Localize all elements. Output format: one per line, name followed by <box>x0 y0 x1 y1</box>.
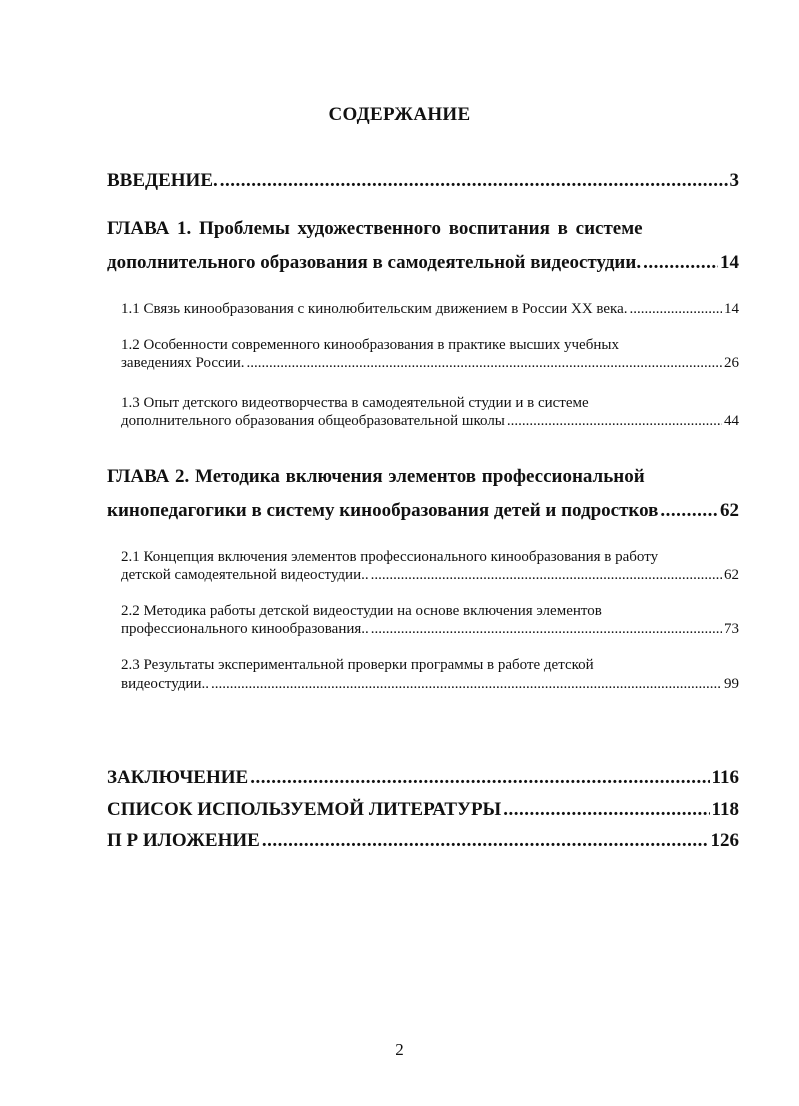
page-number: 2 <box>395 1040 404 1059</box>
entry-label: профессионального кинообразования.. <box>121 621 369 637</box>
entry-label: видеостудии.. <box>121 676 210 692</box>
dot-leader <box>220 170 728 192</box>
entry-page: 126 <box>710 830 739 851</box>
dot-leader <box>371 621 722 638</box>
toc-entry-introduction[interactable] <box>107 170 739 192</box>
entry-label: дополнительного образования общеобразовательной школы <box>121 413 505 429</box>
dot-leader <box>503 799 709 821</box>
entry-label: П Р ИЛОЖЕНИЕ <box>107 830 260 851</box>
dot-leader <box>643 252 718 274</box>
entry-page: 116 <box>711 767 739 788</box>
toc-entry-section-2-1[interactable] <box>121 567 739 584</box>
toc-entry-bibliography[interactable] <box>107 799 739 821</box>
entry-page: 73 <box>724 621 739 637</box>
dot-leader <box>247 355 723 372</box>
dot-leader <box>630 301 722 318</box>
section-2-3-line-1[interactable]: 2.3 Результаты экспериментальной проверки программы в работе детской <box>121 657 594 673</box>
entry-page: 3 <box>729 170 739 191</box>
section-1-3-line-1[interactable]: 1.3 Опыт детского видеотворчества в самодеятельной студии и в системе <box>121 395 589 411</box>
toc-entry-conclusion[interactable] <box>107 767 739 789</box>
entry-page: 44 <box>724 413 739 429</box>
entry-page: 99 <box>724 676 739 692</box>
entry-page: 26 <box>724 355 739 371</box>
dot-leader <box>660 500 718 522</box>
dot-leader <box>211 676 722 693</box>
toc-entry-section-2-2[interactable] <box>121 621 739 638</box>
page-title: СОДЕРЖАНИЕ <box>328 104 471 125</box>
entry-label: ЗАКЛЮЧЕНИЕ <box>107 767 249 788</box>
entry-label: ВВЕДЕНИЕ. <box>107 170 218 191</box>
dot-leader <box>262 830 709 852</box>
toc-entry-chapter-2[interactable] <box>107 500 739 522</box>
toc-entry-section-1-3[interactable] <box>121 413 739 430</box>
dot-leader <box>250 767 709 789</box>
entry-page: 14 <box>724 301 739 317</box>
section-2-2-line-1[interactable]: 2.2 Методика работы детской видеостудии на основе включения элементов <box>121 603 602 619</box>
chapter-2-heading[interactable]: ГЛАВА 2. Методика включения элементов профессиональной <box>107 466 645 487</box>
entry-label: 1.1 Связь кинообразования с кинолюбительским движением в России XX века. <box>121 301 628 317</box>
entry-label: заведениях России. <box>121 355 245 371</box>
entry-page: 14 <box>720 252 739 273</box>
dot-leader <box>507 413 722 430</box>
entry-page: 118 <box>711 799 739 820</box>
entry-label: кинопедагогики в систему кинообразования детей и подростков <box>107 500 659 521</box>
section-1-2-line-1[interactable]: 1.2 Особенности современного кинообразования в практике высших учебных <box>121 337 619 353</box>
toc-entry-section-1-1[interactable] <box>121 301 739 318</box>
entry-label: детской самодеятельной видеостудии.. <box>121 567 369 583</box>
entry-label: дополнительного образования в самодеятельной видеостудии. <box>107 252 642 273</box>
dot-leader <box>371 567 722 584</box>
entry-page: 62 <box>720 500 739 521</box>
toc-entry-chapter-1[interactable] <box>107 252 739 274</box>
toc-entry-section-2-3[interactable] <box>121 676 739 693</box>
section-2-1-line-1[interactable]: 2.1 Концепция включения элементов профессионального кинообразования в работу <box>121 549 659 565</box>
toc-entry-section-1-2[interactable] <box>121 355 739 372</box>
toc-entry-appendix[interactable] <box>107 830 739 852</box>
entry-page: 62 <box>724 567 739 583</box>
entry-label: СПИСОК ИСПОЛЬЗУЕМОЙ ЛИТЕРАТУРЫ <box>107 799 502 820</box>
chapter-1-heading[interactable]: ГЛАВА 1. Проблемы художественного воспитания в системе <box>107 218 643 239</box>
